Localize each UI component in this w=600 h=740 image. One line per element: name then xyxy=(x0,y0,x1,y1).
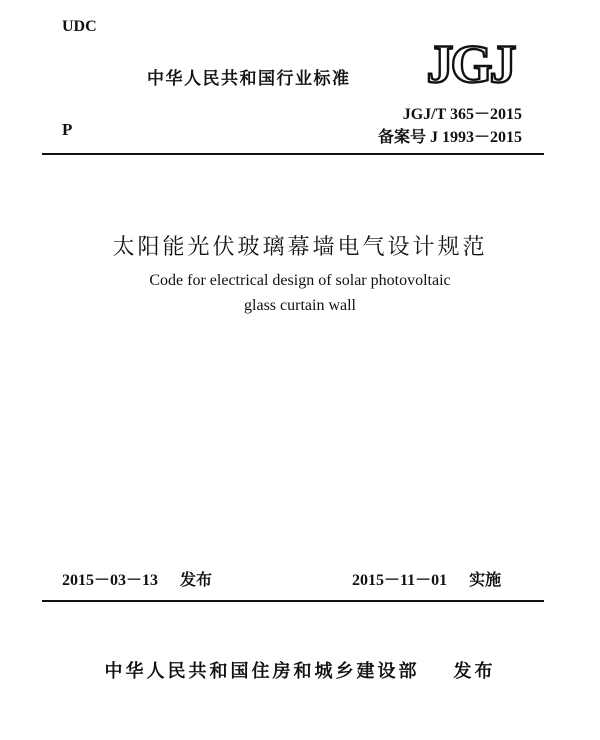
classification-label: P xyxy=(62,120,73,139)
issue-date-block xyxy=(62,567,212,590)
standard-code: JGJ/T 365－2015 xyxy=(402,106,522,123)
issue-label: 发布 xyxy=(180,570,213,589)
publisher-name: 中华人民共和国住房和城乡建设部 xyxy=(104,661,420,682)
title-english-line1: Code for electrical design of solar photovoltaic xyxy=(149,272,451,289)
effective-date: 2015－11－01 xyxy=(352,572,448,589)
title-english-line2: glass curtain wall xyxy=(244,297,356,314)
jgj-logo-text: JGJ xyxy=(426,36,514,90)
record-number: 备案号 J 1993－2015 xyxy=(377,129,522,146)
publisher-line xyxy=(0,657,600,683)
publish-action: 发布 xyxy=(453,661,496,682)
effective-label: 实施 xyxy=(469,570,502,589)
issue-date: 2015－03－13 xyxy=(62,572,159,589)
effective-date-block xyxy=(352,567,501,590)
jgj-logo xyxy=(418,36,522,90)
title-chinese: 太阳能光伏玻璃幕墙电气设计规范 xyxy=(112,235,488,260)
standard-series-title: 中华人民共和国行业标准 xyxy=(147,69,351,89)
udc-label: UDC xyxy=(62,18,97,35)
top-divider xyxy=(42,153,544,155)
bottom-divider xyxy=(42,600,544,602)
